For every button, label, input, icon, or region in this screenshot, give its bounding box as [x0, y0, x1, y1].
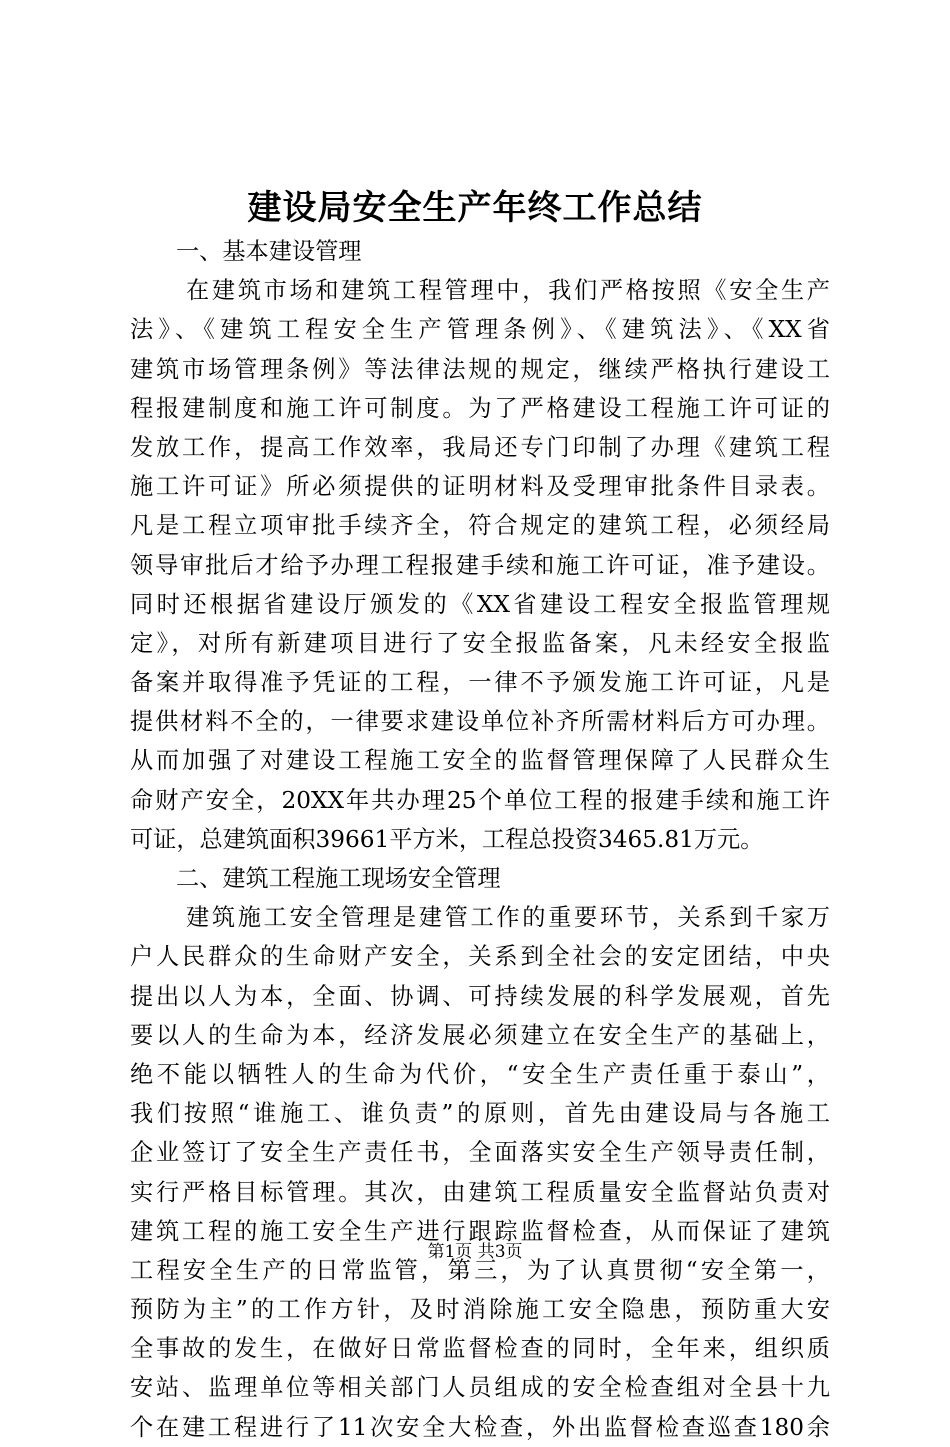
paragraph-line: 户人民群众的生命财产安全，关系到全社会的安定团结，中央 — [130, 943, 830, 971]
paragraph-line: 安站、监理单位等相关部门人员组成的安全检查组对全县十九 — [130, 1374, 830, 1402]
paragraph-line: 建筑施工安全管理是建管工作的重要环节，关系到千家万 — [186, 904, 830, 932]
paragraph-line: 可证，总建筑面积39661平方米，工程总投资3465.81万元。 — [130, 825, 764, 853]
document-body — [130, 232, 830, 1447]
paragraph-line: 建筑市场管理条例》等法律法规的规定，继续严格执行建设工 — [130, 355, 830, 383]
paragraph-line: 绝不能以牺牲人的生命为代价，“安全生产责任重于泰山”， — [130, 1060, 830, 1088]
section-heading-1: 一、基本建设管理 — [176, 238, 362, 265]
paragraph-line: 要以人的生命为本，经济发展必须建立在安全生产的基础上， — [130, 1021, 830, 1049]
document-title: 建设局安全生产年终工作总结 — [247, 188, 703, 228]
page-number-footer: 第1页 共3页 — [427, 1242, 523, 1262]
paragraph-line: 从而加强了对建设工程施工安全的监督管理保障了人民群众生 — [130, 747, 830, 775]
paragraph-line: 定》，对所有新建项目进行了安全报监备案，凡未经安全报监 — [130, 629, 830, 657]
paragraph-line: 全事故的发生，在做好日常监督检查的同时，全年来，组织质 — [130, 1335, 830, 1363]
paragraph-line: 企业签订了安全生产责任书，全面落实安全生产领导责任制， — [130, 1139, 830, 1167]
paragraph-line: 在建筑市场和建筑工程管理中，我们严格按照《安全生产 — [186, 277, 830, 305]
paragraph-line: 我们按照“谁施工、谁负责”的原则，首先由建设局与各施工 — [130, 1100, 830, 1128]
paragraph-line: 工程安全生产的日常监管，第三，为了认真贯彻“安全第一， — [130, 1256, 830, 1284]
paragraph-line: 个在建工程进行了11次安全大检查，外出监督检查巡查180余 — [130, 1413, 830, 1441]
paragraph-line: 凡是工程立项审批手续齐全，符合规定的建筑工程，必须经局 — [130, 512, 830, 540]
section-heading-2: 二、建筑工程施工现场安全管理 — [176, 865, 501, 892]
paragraph-line: 程报建制度和施工许可制度。为了严格建设工程施工许可证的 — [130, 394, 830, 422]
paragraph-line: 命财产安全，20XX年共办理25个单位工程的报建手续和施工许 — [130, 786, 830, 814]
paragraph-line: 同时还根据省建设厅颁发的《XX省建设工程安全报监管理规 — [130, 590, 830, 618]
paragraph-line: 提供材料不全的，一律要求建设单位补齐所需材料后方可办理。 — [130, 708, 830, 736]
paragraph-line: 实行严格目标管理。其次，由建筑工程质量安全监督站负责对 — [130, 1178, 830, 1206]
paragraph-line: 施工许可证》所必须提供的证明材料及受理审批条件目录表。 — [130, 473, 830, 501]
paragraph-line: 领导审批后才给予办理工程报建手续和施工许可证，准予建设。 — [130, 551, 830, 579]
paragraph-line: 建筑工程的施工安全生产进行跟踪监督检查，从而保证了建筑 — [130, 1217, 830, 1245]
paragraph-line: 法》、《建筑工程安全生产管理条例》、《建筑法》、《XX省 — [130, 316, 830, 344]
paragraph-line: 备案并取得准予凭证的工程，一律不予颁发施工许可证，凡是 — [130, 669, 830, 697]
paragraph-line: 发放工作，提高工作效率，我局还专门印制了办理《建筑工程 — [130, 433, 830, 461]
paragraph-line: 提出以人为本，全面、协调、可持续发展的科学发展观，首先 — [130, 982, 830, 1010]
paragraph-line: 预防为主”的工作方针，及时消除施工安全隐患，预防重大安 — [130, 1296, 830, 1324]
